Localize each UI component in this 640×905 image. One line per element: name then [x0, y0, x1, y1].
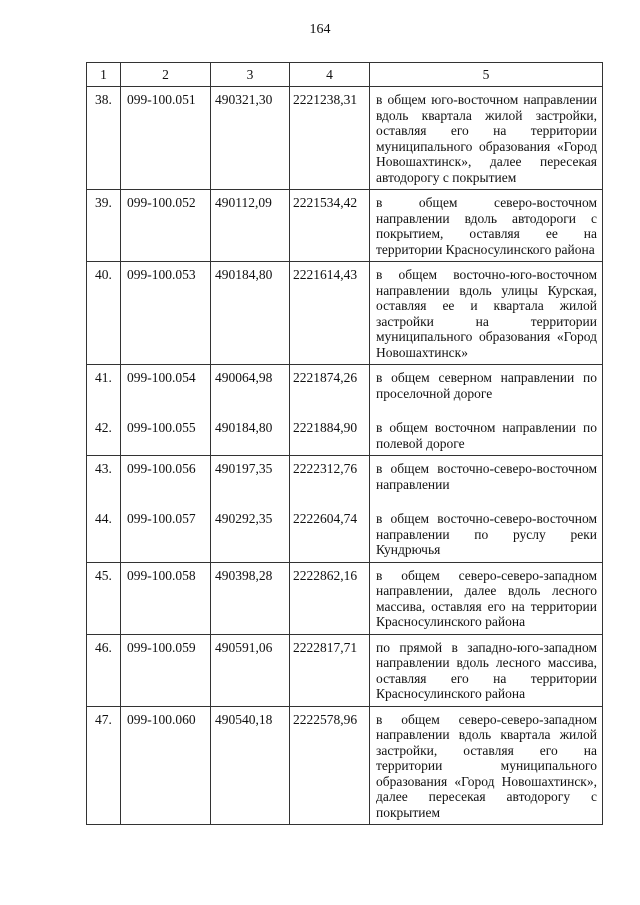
- table-row: [87, 262, 603, 365]
- boundary-description-cell: [370, 87, 603, 190]
- coordinate-x: 490591,06: [215, 639, 273, 655]
- point-code-cell: [121, 706, 211, 825]
- boundary-description: в общем северо-северо-западном направлении вдоль квартала жилой застройки, оставляя его на территории муниципального образования «Город Новошахтинск», далее пересекая автодорогу с покрытием: [376, 711, 597, 820]
- header-col-2: 2: [121, 63, 211, 87]
- point-number-cell: [87, 706, 121, 825]
- boundary-description: в общем северо-северо-западном направлении, далее вдоль лесного массива, оставляя его на территории Красносулинского района: [376, 567, 597, 629]
- coordinate-x-cell: [211, 634, 290, 706]
- point-code: 099-100.056: [127, 461, 196, 476]
- point-number: 44.: [95, 511, 112, 526]
- point-number: 39.: [95, 195, 112, 210]
- point-code-cell: [121, 87, 211, 190]
- table-row: [87, 365, 603, 456]
- coordinate-x-cell: [211, 706, 290, 825]
- coordinate-x: 490292,35: [215, 511, 273, 526]
- point-number: 45.: [95, 567, 112, 583]
- coordinate-y-cell: [290, 262, 370, 365]
- boundary-description: по прямой в западно-юго-западном направлении вдоль лесного массива, оставляя его на территории Красносулинского района: [376, 639, 597, 701]
- boundary-description-cell: [370, 456, 603, 563]
- coordinate-x-cell: [211, 562, 290, 634]
- point-number: 42.: [95, 420, 112, 435]
- point-number: 46.: [95, 639, 112, 655]
- point-number: 47.: [95, 711, 112, 727]
- point-code: 099-100.051: [127, 92, 196, 107]
- coordinate-y-cell: [290, 190, 370, 262]
- coordinate-x: 490540,18: [215, 711, 273, 727]
- point-code: 099-100.052: [127, 195, 196, 210]
- point-number: 38.: [95, 92, 112, 107]
- table-row: [87, 706, 603, 825]
- point-number-cell: [87, 190, 121, 262]
- boundary-description: в общем северо-восточном направлении вдоль автодороги с покрытием, оставляя ее на территории Красносулинского района: [376, 195, 597, 257]
- coordinate-y-cell: [290, 456, 370, 563]
- coordinate-y: 2222862,16: [293, 567, 358, 583]
- header-col-1: 1: [87, 63, 121, 87]
- coordinate-y: 2222312,76: [293, 461, 358, 476]
- coordinate-x-cell: [211, 456, 290, 563]
- boundary-description-cell: [370, 562, 603, 634]
- boundary-description: в общем восточно-юго-восточном направлении вдоль улицы Курская, оставляя ее и квартала жилой застройки на территории муниципального образования «Город Новошахтинск»: [376, 267, 597, 360]
- coordinate-x-cell: [211, 190, 290, 262]
- coordinate-x: 490398,28: [215, 567, 273, 583]
- coordinate-x-cell: [211, 262, 290, 365]
- boundary-description: в общем восточно-северо-восточном направлении по руслу реки Кундрючья: [376, 511, 597, 557]
- table-header-row: [87, 63, 603, 87]
- point-code: 099-100.058: [127, 567, 196, 583]
- header-col-5: 5: [370, 63, 603, 87]
- point-code-cell: [121, 562, 211, 634]
- header-col-4: 4: [290, 63, 370, 87]
- coordinate-x-cell: [211, 87, 290, 190]
- boundary-description-cell: [370, 706, 603, 825]
- coordinate-y: 2221884,90: [293, 420, 358, 435]
- boundary-description-cell: [370, 262, 603, 365]
- point-number-cell: [87, 87, 121, 190]
- point-code: 099-100.057: [127, 511, 196, 526]
- coordinate-x: 490197,35: [215, 461, 273, 476]
- table-row: [87, 190, 603, 262]
- coordinate-y: 2221614,43: [293, 267, 358, 282]
- coordinate-y: 2222817,71: [293, 639, 358, 655]
- point-code-cell: [121, 365, 211, 456]
- boundary-description: в общем восточно-северо-восточном направлении: [376, 461, 597, 492]
- point-number-cell: [87, 365, 121, 456]
- point-number-cell: [87, 262, 121, 365]
- coordinate-x: 490321,30: [215, 92, 273, 107]
- point-code-cell: [121, 190, 211, 262]
- point-code: 099-100.059: [127, 639, 196, 655]
- coordinate-y-cell: [290, 706, 370, 825]
- table-row: [87, 87, 603, 190]
- table-row: [87, 456, 603, 563]
- boundary-points-table: [86, 62, 603, 825]
- coordinate-y: 2222604,74: [293, 511, 358, 526]
- coordinate-x: 490112,09: [215, 195, 272, 210]
- point-code: 099-100.055: [127, 420, 196, 435]
- point-code-cell: [121, 634, 211, 706]
- point-code-cell: [121, 262, 211, 365]
- point-code: 099-100.060: [127, 711, 196, 727]
- coordinate-x-cell: [211, 365, 290, 456]
- boundary-description: в общем восточном направлении по полевой дороге: [376, 420, 597, 451]
- point-number-cell: [87, 634, 121, 706]
- coordinate-y-cell: [290, 562, 370, 634]
- boundary-description: в общем северном направлении по проселочной дороге: [376, 370, 597, 401]
- coordinate-y-cell: [290, 634, 370, 706]
- coordinate-y: 2221534,42: [293, 195, 358, 210]
- table-row: [87, 634, 603, 706]
- coordinate-y: 2221238,31: [293, 92, 358, 107]
- point-number: 43.: [95, 461, 112, 476]
- point-number: 41.: [95, 370, 112, 385]
- coordinate-y: 2222578,96: [293, 711, 358, 727]
- point-number-cell: [87, 562, 121, 634]
- coordinate-x: 490064,98: [215, 370, 273, 385]
- point-number: 40.: [95, 267, 112, 282]
- coordinate-y: 2221874,26: [293, 370, 358, 385]
- page-number: 164: [309, 22, 331, 37]
- point-code-cell: [121, 456, 211, 563]
- boundary-description: в общем юго-восточном направлении вдоль квартала жилой застройки, оставляя его на территории муниципального образования «Город Новошахтинск», далее пересекая автодорогу с покрытием: [376, 92, 597, 185]
- header-col-3: 3: [211, 63, 290, 87]
- point-code: 099-100.053: [127, 267, 196, 282]
- coordinate-y-cell: [290, 87, 370, 190]
- table-row: [87, 562, 603, 634]
- table-body: [87, 87, 603, 825]
- coordinate-y-cell: [290, 365, 370, 456]
- coordinate-x: 490184,80: [215, 267, 273, 282]
- boundary-description-cell: [370, 365, 603, 456]
- point-number-cell: [87, 456, 121, 563]
- boundary-description-cell: [370, 634, 603, 706]
- boundary-description-cell: [370, 190, 603, 262]
- coordinate-x: 490184,80: [215, 420, 273, 435]
- point-code: 099-100.054: [127, 370, 196, 385]
